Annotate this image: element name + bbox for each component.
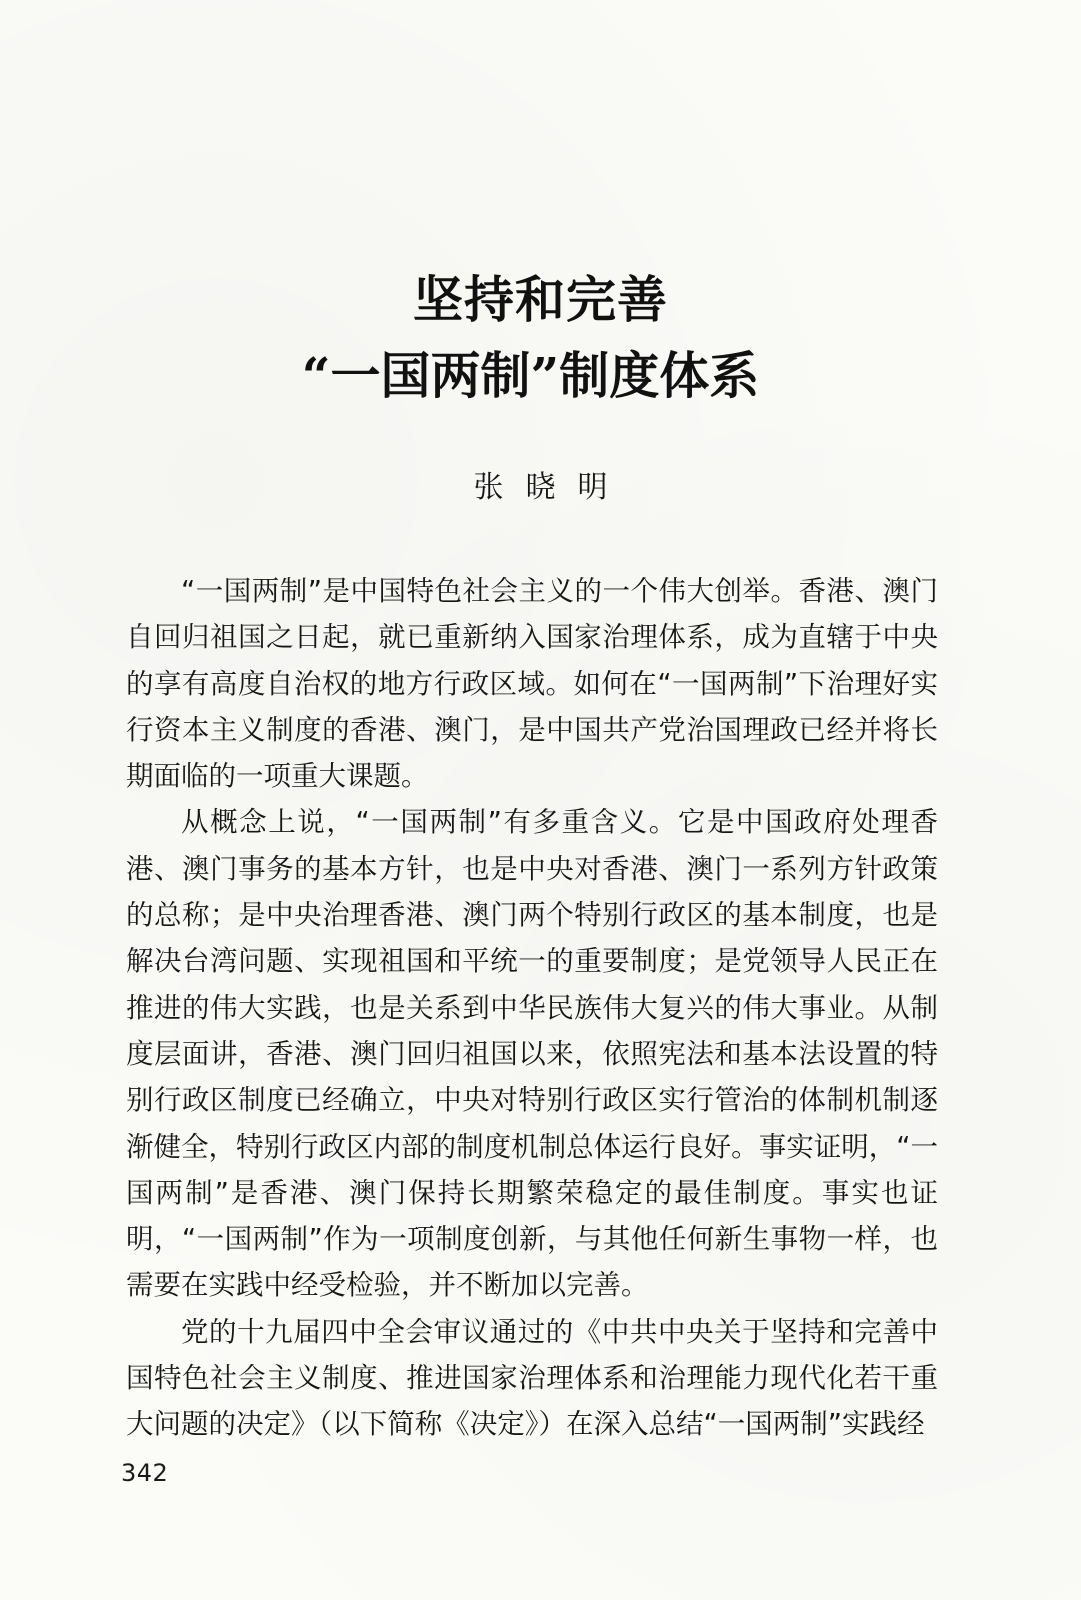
paragraph-1: “一国两制”是中国特色社会主义的一个伟大创举。香港、澳门自回归祖国之日起，就已重新纳入国家治理体系，成为直辖于中央的享有高度自治权的地方行政区域。如何在“一国两制”下治理好实行资本主义制度的香港、澳门，是中国共产党治国理政已经并将长期面临的一项重大课题。 <box>126 575 938 793</box>
title-line-2: “一国两制”制度体系 <box>301 346 760 405</box>
page-number: 342 <box>121 1459 169 1487</box>
paragraph-3: 党的十九届四中全会审议通过的《中共中央关于坚持和完善中国特色社会主义制度、推进国家治理体系和治理能力现代化若干重大问题的决定》（以下简称《决定》）在深入总结“一国两制”实践经 <box>126 1315 938 1441</box>
paragraph-2: 从概念上说，“一国两制”有多重含义。它是中国政府处理香港、澳门事务的基本方针，也是中央对香港、澳门一系列方针政策的总称；是中央治理香港、澳门两个特别行政区的基本制度，也是解决台湾问题、实现祖国和平统一的重要制度；是党领导人民正在推进的伟大实践，也是关系到中华民族伟大复兴的伟大事业。从制度层面讲，香港、澳门回归祖国以来，依照宪法和基本法设置的特别行政区制度已经确立，中央对特别行政区实行管治的体制机制逐渐健全，特别行政区内部的制度机制总体运行良好。事实证明，“一国两制”是香港、澳门保持长期繁荣稳定的最佳制度。事实也证明，“一国两制”作为一项制度创新，与其他任何新生事物一样，也需要在实践中经受检验，并不断加以完善。 <box>126 806 938 1302</box>
title-line-1: 坚持和完善 <box>413 270 668 329</box>
author-name: 张晓明 <box>473 470 630 505</box>
article-body <box>126 568 938 1448</box>
article-title <box>0 262 1081 414</box>
